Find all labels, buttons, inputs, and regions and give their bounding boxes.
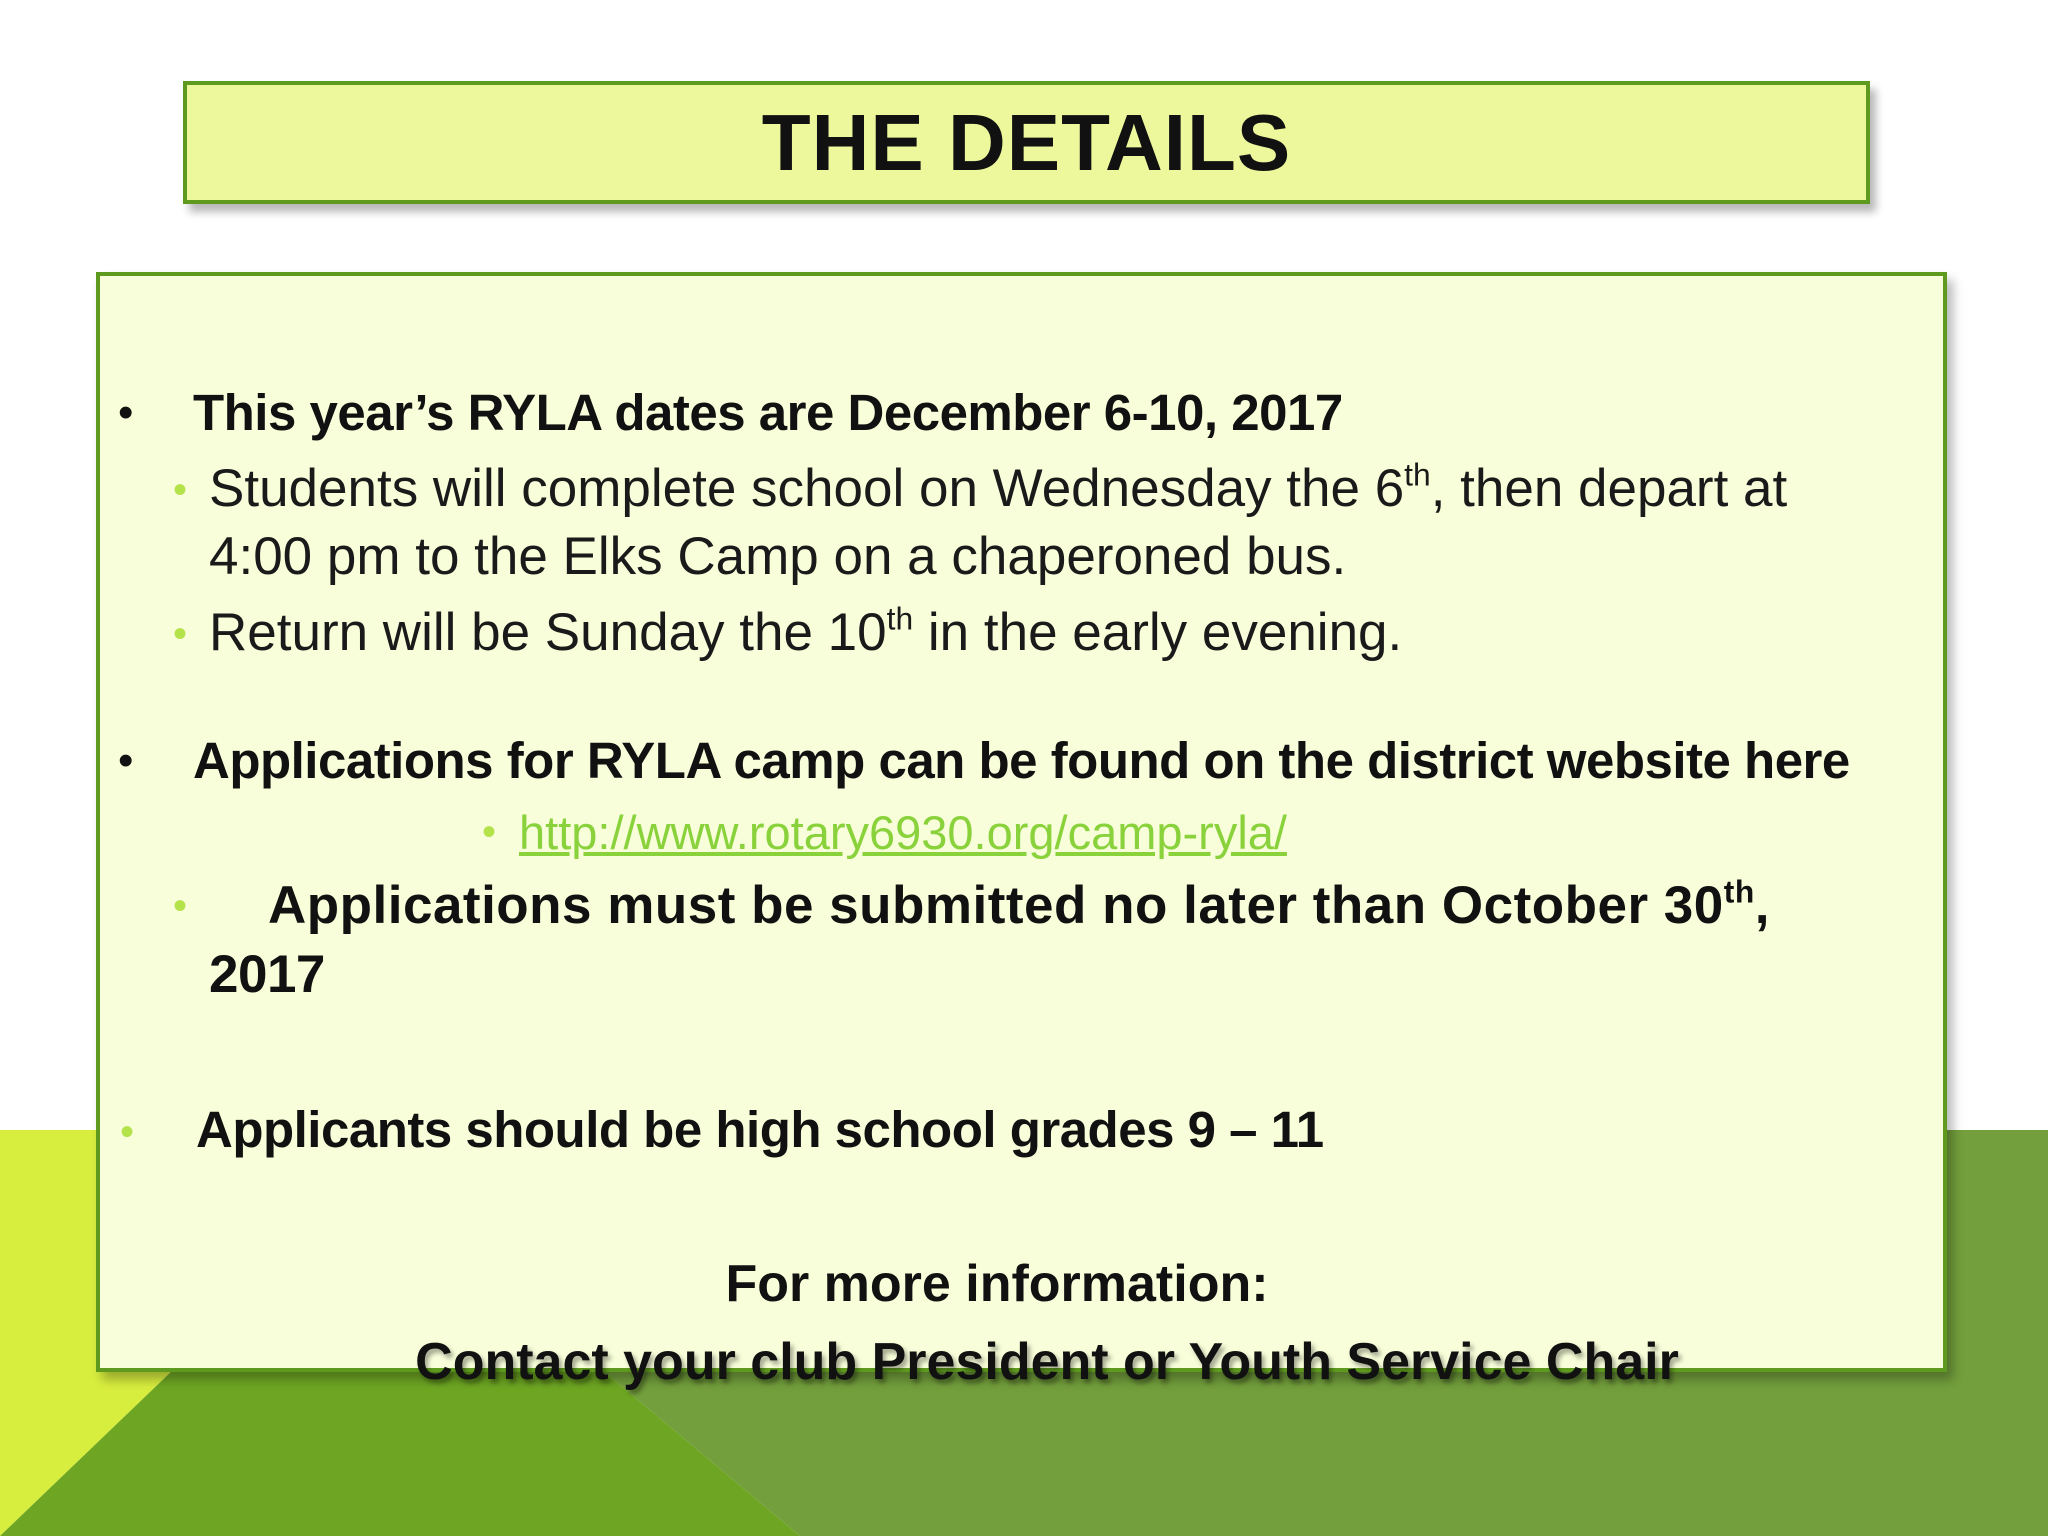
- deadline-line-1: [268, 875, 1770, 936]
- depart-text-b: , then depart at: [1430, 459, 1788, 518]
- camp-ryla-link[interactable]: http://www.rotary6930.org/camp-ryla/: [519, 806, 1287, 859]
- sub-bullet-link: •: [482, 810, 497, 854]
- deadline-sup: th: [1723, 873, 1755, 910]
- dates-heading: This year’s RYLA dates are December 6-10, 2017: [193, 384, 1343, 441]
- deadline-text-a: Applications must be submitted no later than October 30: [268, 876, 1724, 935]
- sub-bullet-depart: •: [173, 468, 188, 512]
- sub-bullet-deadline: •: [173, 884, 188, 928]
- depart-text-a: Students will complete school on Wednesday the 6: [209, 459, 1405, 518]
- title-box: [183, 81, 1870, 204]
- deadline-line-2: 2017: [209, 945, 325, 1004]
- bullet-grades: •: [120, 1110, 135, 1154]
- grades-line: Applicants should be high school grades 9 – 11: [196, 1101, 1324, 1158]
- more-info-heading: For more information:: [725, 1255, 1269, 1313]
- deadline-text-b: ,: [1754, 876, 1771, 935]
- depart-line-2: 4:00 pm to the Elks Camp on a chaperoned bus.: [209, 527, 1347, 586]
- depart-sup: th: [1404, 456, 1431, 493]
- bullet-applications: •: [118, 736, 134, 785]
- sub-bullet-return: •: [173, 612, 188, 656]
- bullet-dates: •: [118, 388, 134, 437]
- slide-title: THE DETAILS: [761, 97, 1292, 187]
- return-sup: th: [886, 600, 914, 637]
- return-text-b: in the early evening.: [913, 603, 1403, 662]
- applications-heading: Applications for RYLA camp can be found on the district website here: [193, 732, 1850, 789]
- return-line: [209, 602, 1402, 663]
- return-text-a: Return will be Sunday the 10: [209, 603, 887, 662]
- depart-line-1: [209, 458, 1787, 519]
- contact-line: Contact your club President or Youth Service Chair: [415, 1333, 1679, 1391]
